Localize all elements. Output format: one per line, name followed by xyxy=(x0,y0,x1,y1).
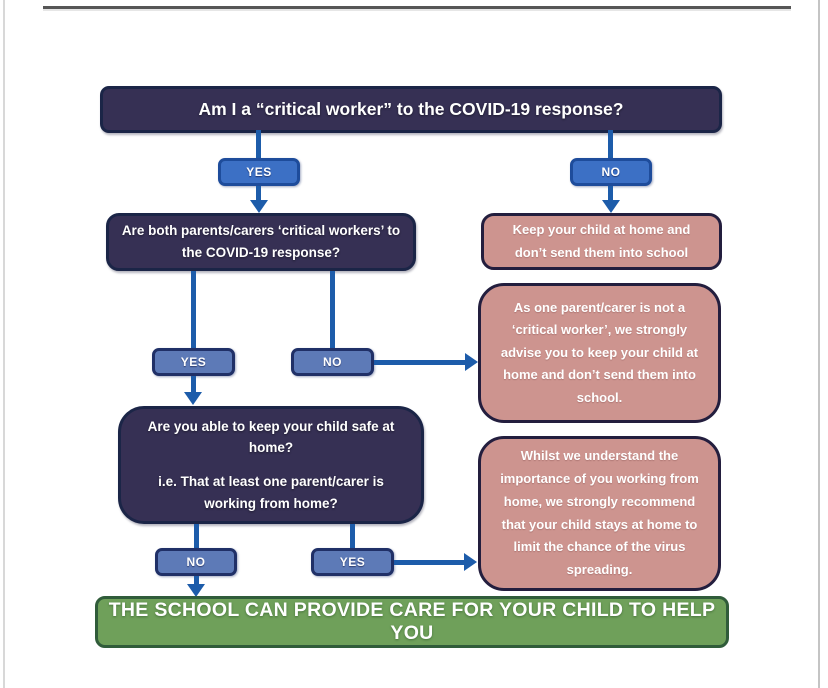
branch3-yes-label: YES xyxy=(311,548,394,576)
branch3-no-label: NO xyxy=(155,548,237,576)
arrow-down-icon xyxy=(184,392,202,405)
branch2-no-label: NO xyxy=(291,348,374,376)
connector-yes3-recommendhome xyxy=(394,560,465,565)
arrow-down-icon xyxy=(602,200,620,213)
node-child-safe-question xyxy=(118,406,424,524)
q3-line1: Are you able to keep your child safe at home? xyxy=(147,418,395,456)
connector-no1-keephome xyxy=(608,186,613,201)
q3-line2: i.e. That at least one parent/carer is working from home? xyxy=(158,474,384,511)
page-edge-right xyxy=(818,0,820,688)
node-advise-keep-home: As one parent/carer is not a ‘critical worker’, we strongly advise you to keep your child at home and don’t send them into school. xyxy=(478,283,721,423)
arrow-down-icon xyxy=(250,200,268,213)
connector-q2-no2 xyxy=(330,271,335,348)
arrow-right-icon xyxy=(465,353,478,371)
branch2-yes-label: YES xyxy=(152,348,235,376)
connector-q2-yes2 xyxy=(191,271,196,348)
node-critical-worker-question: Am I a “critical worker” to the COVID-19 response? xyxy=(100,86,722,133)
connector-q1-yes1 xyxy=(256,130,261,158)
connector-q1-no1 xyxy=(608,130,613,158)
connector-q3-yes3 xyxy=(350,524,355,548)
node-keep-child-home: Keep your child at home and don’t send them into school xyxy=(481,213,722,270)
connector-yes2-q3 xyxy=(191,376,196,393)
node-recommend-stay-home: Whilst we understand the importance of you working from home, we strongly recommend that your child stays at home to limit the chance of the virus spreading. xyxy=(478,436,721,591)
arrow-right-icon xyxy=(464,553,477,571)
connector-yes1-q2 xyxy=(256,186,261,201)
page-top-rule xyxy=(43,6,791,9)
node-school-provides-care: THE SCHOOL CAN PROVIDE CARE FOR YOUR CHILD TO HELP YOU xyxy=(95,596,729,648)
branch1-yes-label: YES xyxy=(218,158,300,186)
connector-no2-advisehome xyxy=(374,360,466,365)
node-both-parents-question: Are both parents/carers ‘critical workers’ to the COVID-19 response? xyxy=(106,213,416,271)
page-edge-left xyxy=(3,0,5,688)
connector-q3-no3 xyxy=(194,524,199,548)
branch1-no-label: NO xyxy=(570,158,652,186)
